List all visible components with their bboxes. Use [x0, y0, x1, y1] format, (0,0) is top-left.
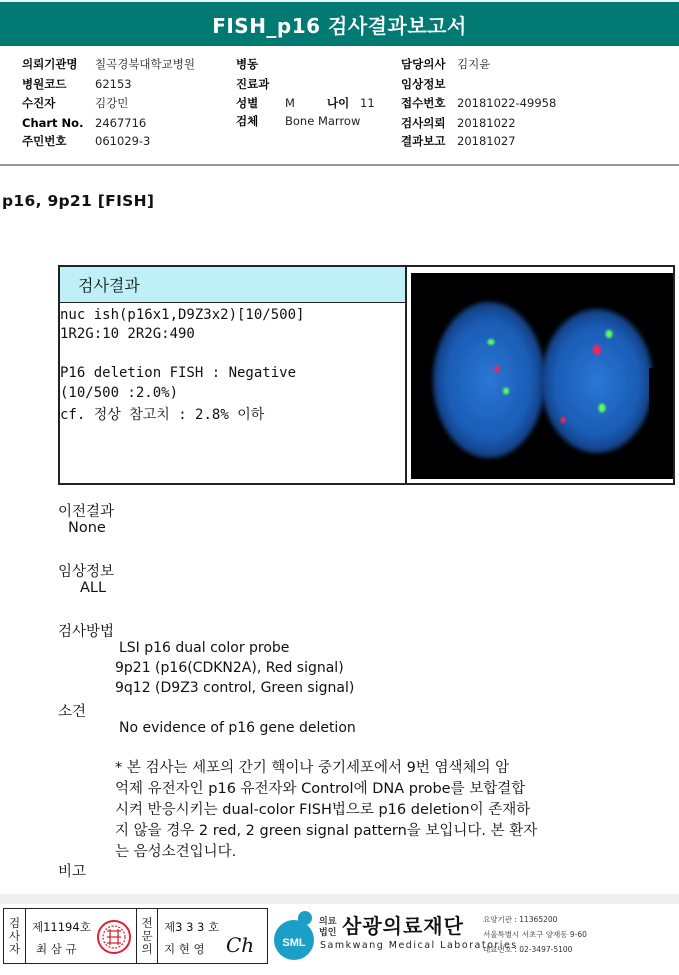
clinical-info-label: 임상정보 — [401, 77, 446, 91]
note-line: 는 음성소견입니다. — [115, 844, 237, 860]
lab-name: 삼광의료재단 — [342, 914, 464, 938]
lab-corp-label: 법인 — [319, 928, 337, 938]
specialist-label: 전 문 의 — [136, 909, 158, 963]
hospital-code-label: 병원코드 — [22, 77, 67, 91]
fish-micrograph — [411, 273, 673, 479]
findings-summary: No evidence of p16 gene deletion — [119, 720, 356, 736]
age-label: 나이 — [327, 96, 350, 110]
lab-name-en: Samkwang Medical Laboratories — [320, 940, 518, 951]
ward-label: 병동 — [236, 57, 259, 71]
lab-code: 요양기관 : 11365200 — [483, 915, 558, 924]
result-line: nuc ish(p16x1,D9Z3x2)[10/500] — [60, 307, 305, 323]
lab-phone: 대표번호 : 02-3497-5100 — [483, 945, 573, 954]
report-date-value: 20181027 — [457, 134, 516, 148]
hospital-code-value: 62153 — [95, 77, 132, 91]
clinical-value: ALL — [80, 580, 107, 596]
doctor-license: 제3 3 3 호 — [164, 920, 220, 934]
resident-no-value: 061029-3 — [95, 134, 151, 148]
accession-value: 20181022-49958 — [457, 96, 557, 110]
note-line: 억제 유전자인 p16 유전자와 Control에 DNA probe를 보합결합 — [115, 781, 526, 797]
nucleus-right — [541, 309, 653, 453]
seal-stamp — [96, 919, 132, 955]
result-line: cf. 정상 참고치 : 2.8% 이하 — [60, 407, 265, 423]
signature-box — [3, 908, 268, 964]
result-text-panel — [60, 267, 407, 483]
previous-result-value: None — [68, 520, 106, 536]
remarks-label: 비고 — [58, 864, 87, 880]
institution-label: 의뢰기관명 — [22, 57, 78, 71]
method-line: 9p21 (p16(CDKN2A), Red signal) — [115, 660, 344, 676]
tester-license: 제11194호 — [32, 920, 91, 934]
tester-label: 검 사 자 — [4, 909, 26, 963]
red-signal — [495, 366, 500, 373]
fish-image — [411, 273, 673, 479]
result-line: P16 deletion FISH : Negative — [60, 365, 297, 381]
accession-label: 접수번호 — [401, 96, 446, 110]
lab-address: 서울특별시 서초구 양재동 9-60 — [483, 930, 587, 939]
note-line: 시켜 반응시키는 dual-color FISH법으로 p16 deletion이 존재하 — [115, 802, 531, 818]
result-line: (10/500 :2.0%) — [60, 385, 179, 401]
tester-name: 최 삼 규 — [36, 942, 77, 956]
result-line: 1R2G:10 2R2G:490 — [60, 326, 195, 342]
request-date-label: 검사의뢰 — [401, 116, 446, 130]
patient-info-panel — [0, 50, 679, 166]
previous-result-label: 이전결과 — [58, 504, 115, 520]
sex-value: M — [285, 96, 295, 110]
nucleus-left — [433, 302, 545, 458]
resident-no-label: 주민번호 — [22, 134, 67, 148]
specimen-label: 검체 — [236, 114, 259, 128]
green-signal — [503, 388, 509, 395]
physician-label: 담당의사 — [401, 57, 446, 71]
request-date-value: 20181022 — [457, 116, 516, 130]
report-date-label: 결과보고 — [401, 134, 446, 148]
footer-band — [0, 894, 679, 904]
method-line: LSI p16 dual color probe — [119, 640, 290, 656]
result-header: 검사결과 — [60, 267, 405, 303]
chart-no-value: 2467716 — [95, 116, 147, 130]
green-signal — [606, 330, 613, 338]
specimen-value: Bone Marrow — [285, 114, 361, 128]
green-signal — [488, 339, 495, 345]
chart-no-label: Chart No. — [22, 116, 84, 130]
patient-name-value: 김강민 — [95, 96, 129, 110]
age-value: 11 — [360, 96, 375, 110]
clinical-label: 임상정보 — [58, 564, 115, 580]
note-line: * 본 검사는 세포의 간기 핵이나 중기세포에서 9번 염색체의 암 — [115, 760, 510, 776]
department-label: 진료과 — [236, 77, 270, 91]
lab-logo-text: SML — [282, 937, 306, 949]
institution-value: 칠곡경북대학교병원 — [95, 57, 195, 71]
red-signal — [561, 417, 566, 423]
findings-label: 소견 — [58, 704, 87, 720]
lab-logo-icon — [272, 910, 316, 962]
red-signal — [593, 345, 601, 355]
method-label: 검사방법 — [58, 624, 115, 640]
patient-name-label: 수진자 — [22, 96, 56, 110]
test-name: p16, 9p21 [FISH] — [2, 192, 155, 210]
doctor-signature: Ch — [226, 933, 255, 957]
lab-logo — [272, 908, 677, 966]
method-line: 9q12 (D9Z3 control, Green signal) — [115, 680, 355, 696]
physician-value: 김지윤 — [457, 57, 491, 71]
sex-label: 성별 — [236, 96, 259, 110]
doctor-name: 지 현 영 — [164, 942, 205, 956]
green-signal — [599, 404, 606, 413]
image-shadow — [649, 368, 673, 479]
result-box — [58, 265, 675, 485]
note-line: 지 않을 경우 2 red, 2 green signal pattern을 보입니다. 본 환자 — [115, 823, 538, 839]
findings-note — [115, 758, 570, 863]
lab-corp-label: 의료 — [319, 917, 337, 927]
report-title: FISH_p16 검사결과보고서 — [0, 0, 679, 46]
